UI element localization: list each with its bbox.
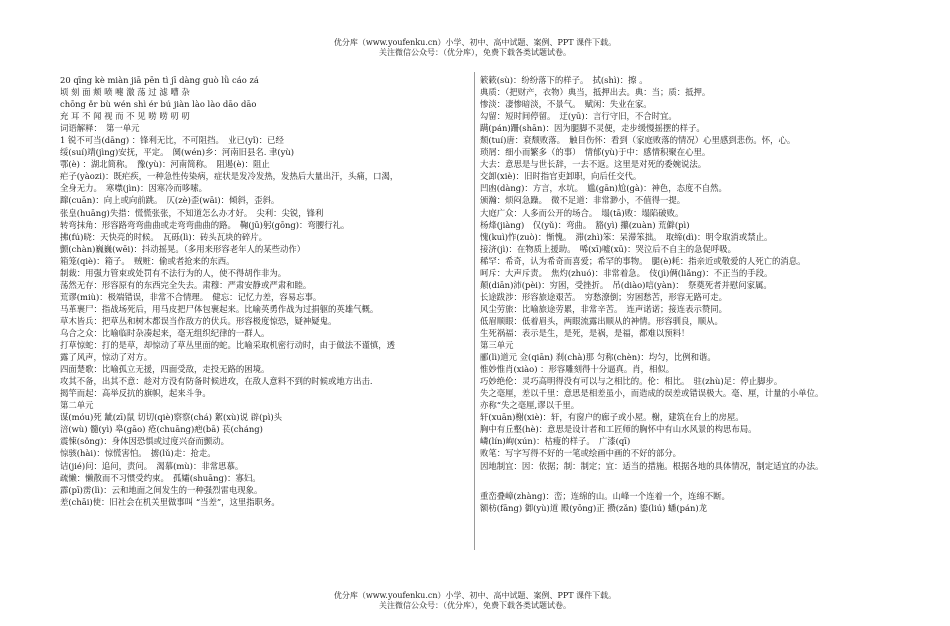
text-line: 荡然无存：形容原有的东西完全失去。肃穆：严肃安静或严肃和睦。 [60, 279, 312, 290]
text-line: 转弯抹角：形容路弯弯曲曲或走弯弯曲曲的路。 鞠(jū)躬(gōng)：弯腰行礼。 [60, 219, 350, 230]
page-footer [0, 591, 950, 611]
text-line: 因地制宜：因：依据；制：制定；宜：适当的措施。根据各地的具体情况，制定适宜的办法。 [480, 460, 824, 471]
text-line: 1 锐不可当(dāng) ：锋利无比，不可阻挡。 业已(yǐ)：已经 [60, 135, 284, 146]
text-line [480, 472, 900, 490]
text-line: 草木皆兵：把草丛和树木都误当作敌方的伏兵。形容极度惊恐，疑神疑鬼。 [60, 315, 337, 326]
text-line: 疏懒：懒散而不习惯受约束。 孤孀(shuāng)：寡妇。 [60, 472, 261, 483]
text-line: 大庭广众：人多而公开的场合。 塌(tā)败：塌陷破败。 [480, 207, 684, 218]
text-line: 轩(xuān)榭(xiè)：轩，有窗户的廊子或小屋。榭，建筑在台上的房屋。 [480, 412, 744, 423]
text-line: 巧妙绝伦：灵巧高明得没有可以与之相比的。伦：相比。 驻(zhù)足：停止脚步。 [480, 376, 783, 387]
text-line: 拂(fú)晓：天快亮的时候。 瓦砾(lì)：砖头瓦块的碎片。 [60, 231, 267, 242]
text-line: 揭竿而起：高举反抗的旗帜，起来斗争。 [60, 388, 211, 399]
text-line: 全身无力。 寒噤(jìn)：因寒冷而哆嗦。 [60, 183, 208, 194]
text-line: 攻其不备，出其不意：趁对方没有防备时候进攻，在敌人意料不到的时候或地方出击. [60, 376, 373, 387]
text-line: 呵斥：大声斥责。 焦灼(zhuó)：非常着急。 伎(jì)俩(liǎng)：不正当的手段。 [480, 267, 773, 278]
text-line: 词语解释： 第一单元 [60, 123, 140, 134]
text-line: 顷 刻 面 颊 喷 嚏 激 荡 过 滤 嘈 杂 [60, 87, 190, 98]
text-line: 谋(móu)死 龇(zī)鼠 切切(qiè)察察(chá) 絮(xù)说 辟(pì)头 [60, 412, 283, 423]
text-line: 胸中有丘壑(hè)：意思是设计者和工匠师的胸怀中有山水风景的构思布局。 [480, 424, 757, 435]
text-line: 震悚(sǒng)：身体因恐惧或过度兴奋而颤动。 [60, 436, 230, 447]
text-line: 马革裹尸：指战场死后，用马皮把尸体包裹起来。比喻英勇作战为过捐躯的英雄气概。 [60, 303, 379, 314]
text-line: 杨烽(jiàng) 仅(yǔ)：弯曲。 豁(yì) 攥(zuàn) 荒僻(pì) [480, 219, 690, 230]
text-line: 生死祸福：表示是生，是死，是祸，是福，都难以预料！ [480, 327, 690, 338]
text-line: 嶙(lín)峋(xún)：枯瘦的样子。 广漆(qī) [480, 436, 631, 447]
right-column [480, 74, 900, 514]
text-line: 稀罕：希奇，认为希奇而喜爱；希罕的事物。 腿(è)耗：指亲近或敬爱的人死亡的消息。 [480, 255, 806, 266]
text-line: 20 qīng kè miàn jiā pēn tì jī dàng guò lǜ cáo zá [60, 75, 259, 85]
text-line: 愧(kuì)怍(zuò)：惭愧。 滞(zhì)笨：呆滞笨拙。 取缔(dì)：明令取消或禁止。 [480, 231, 773, 242]
text-line: 荒谬(miù)：极端错误，非常不合情理。 健忘：记忆力差，容易忘事。 [60, 291, 322, 302]
text-line: 低眉顺眼：低着眉头，两眼流露出顺从的神情。形容驯良，顺从。 [480, 315, 723, 326]
text-line: 露了风声，惊动了对方。 [60, 352, 153, 363]
text-line: 制裁：用强力管束或处罚有不法行为的人，使不得胡作非为。 [60, 267, 287, 278]
text-line: 绥(suí)靖(jìng)安抚，平定。 阒(wén)乡：河南旧县名. 聿(yù) [60, 147, 295, 158]
footer-line-2: 关注微信公众号：（优分库），免费下载各类试题试卷。 [379, 601, 571, 610]
text-line: 簌簌(sù)：纷纷落下的样子。 拭(shì)：擦 。 [480, 75, 648, 85]
text-line: 额枋(fāng) 御(yù)道 殿(yōng)正 攒(zǎn) 鎏(liú) 蟠(pán)龙 [480, 502, 708, 513]
text-line: 颤(chàn)巍巍(wēi)：抖动摇晃。（多用来形容老年人的某些动作） [60, 243, 306, 254]
text-line: 疟子(yàozi)：既疟疾，一种急性传染病，症状是发冷发热，发热后大量出汗，头痛，口渴， [60, 171, 399, 182]
text-line: 充 耳 不 闻 视 而 不 见 唠 唠 叨 叨 [60, 111, 190, 122]
text-line: 四面楚歌：比喻孤立无援，四面受敌，走投无路的困境。 [60, 364, 270, 375]
text-line: 张皇(huāng)失措：慌慌张张，不知道怎么办才好。 尖利：尖锐，锋利 [60, 207, 324, 218]
text-line: 涪(wù) 髓(yì) 皋(gāo) 疮(chuāng)疤(bā) 苌(cháng) [60, 424, 263, 435]
header-line-2: 关注微信公众号：（优分库），免费下载各类试题试卷。 [379, 48, 571, 57]
text-line: 亦称“失之毫厘,谬以千里。 [480, 400, 580, 411]
text-line: 第二单元 [60, 400, 94, 411]
text-line: 颁瀚：烦闷急躁。 微不足道：非常渺小，不值得一提。 [480, 195, 686, 206]
column-divider [474, 72, 475, 550]
text-line: 重峦叠嶂(zhàng)：峦；连绵的山。山峰一个连着一个，连绵不断。 [480, 490, 730, 501]
text-line: 惊骇(hài)：惊慌害怕。 掳(lǔ)走：抢走。 [60, 448, 216, 459]
text-line: 长途跋涉：形容旅途艰苦。 穷愁潦倒；穷困愁苦，形容无路可走。 [480, 291, 728, 302]
text-line: 霹(pī)雳(lì)：云和地面之间发生的一种强烈雷电现象。 [60, 484, 263, 495]
footer-line-1: 优分库（www.youfenku.cn）小学、初中、高中试题、案例、PPT 课件下载。 [333, 591, 617, 600]
left-column [60, 74, 470, 508]
text-line: 交卸(xiè)：旧时指官吏卸职，向后任交代。 [480, 171, 642, 182]
text-line: 颠(diān)沛(pèi)：穷困，受挫折。 吊(diào)唁(yàn)： 祭奠死者并慰问家属。 [480, 279, 772, 290]
text-line: 打草惊蛇：打的是草，却惊动了草丛里面的蛇。比喻采取机密行动时，由于做法不谨慎，透 [60, 340, 395, 351]
text-line: 诘(jié)问：追问，责问。 渴慕(mù)：非常思慕。 [60, 460, 244, 471]
text-line: 第三单元 [480, 340, 514, 351]
text-line: 风尘劳旅：比喻旅途劳累，非常辛苦。 连声诺诺；接连表示赞同。 [480, 303, 728, 314]
text-line: 勾留：短时间停留。 迂(yū)：言行守旧，不合时宜。 [480, 111, 677, 122]
text-line: 典质：（把财产，衣物）典当，抵押出去。典：当；质：抵押。 [480, 87, 711, 98]
text-line: 乌合之众：比喻临时杂凑起来，毫无组织纪律的一群人。 [60, 327, 270, 338]
text-line: 琐屑：细小而繁多（的事） 情郁(yù)于中：感情积聚在心里。 [480, 147, 711, 158]
text-line: 蹒(pán)跚(shān)：因为腿脚不灵便，走步缓慢摇摆的样子。 [480, 123, 705, 134]
text-line: 箱笼(qiè)：箱子。 贼赃：偷或者抢来的东西。 [60, 255, 235, 266]
text-line: 郦(lì)道元 佥(qiān) 刹(chà)那 匀称(chèn)：均匀，比例和谐。 [480, 352, 716, 363]
text-line: 蹿(cuān)：向上或向前跳。 仄(zè)歪(wāi)：倾斜，歪斜。 [60, 195, 280, 206]
text-line: 败笔：写字写得不好的一笔或绘画中画的不好的部分。 [480, 448, 681, 459]
page-header [0, 38, 950, 58]
text-line: 惟妙惟肖(xiào) ：形容雕刻得十分逼真。肖，相似。 [480, 364, 675, 375]
text-line: 接济(jì)：在物质上援助。 唏(xī)嘘(xū)：哭泣后不自主的急促呼吸。 [480, 243, 736, 254]
text-line: 凹凼(dàng)：方言，水坑。 尴(gān)尬(gà)：神色，态度不自然。 [480, 183, 727, 194]
text-line: 大去：意思是与世长辞，一去不返。这里是对死的委婉说法。 [480, 159, 707, 170]
text-line: 惨淡：凄惨暗淡，不景气。 赋闲：失业在家。 [480, 99, 652, 110]
text-line: 失之毫厘，差以千里：意思是相差虽小，而造成的误差或错误极大。毫、厘，计量的小单位。 [480, 388, 824, 399]
text-line: 差(chāi)使：旧社会在机关里做事叫 “当差”，这里指职务。 [60, 496, 280, 507]
text-line: chōng ěr bù wén shì ér bú jiàn lào lào dāo dāo [60, 99, 257, 110]
header-line-1: 优分库（www.youfenku.cn）小学、初中、高中试题、案例、PPT 课件下载。 [333, 38, 617, 47]
text-line: 颓(tuí)唐：衰颓败落。 触目伤怀：看到（家庭败落的情况）心里感到悲伤。怀，心。 [480, 135, 796, 146]
text-line: 鄂(è) ：湖北简称。 豫(yù)：河南简称。 阻遏(è)：阻止 [60, 159, 270, 170]
